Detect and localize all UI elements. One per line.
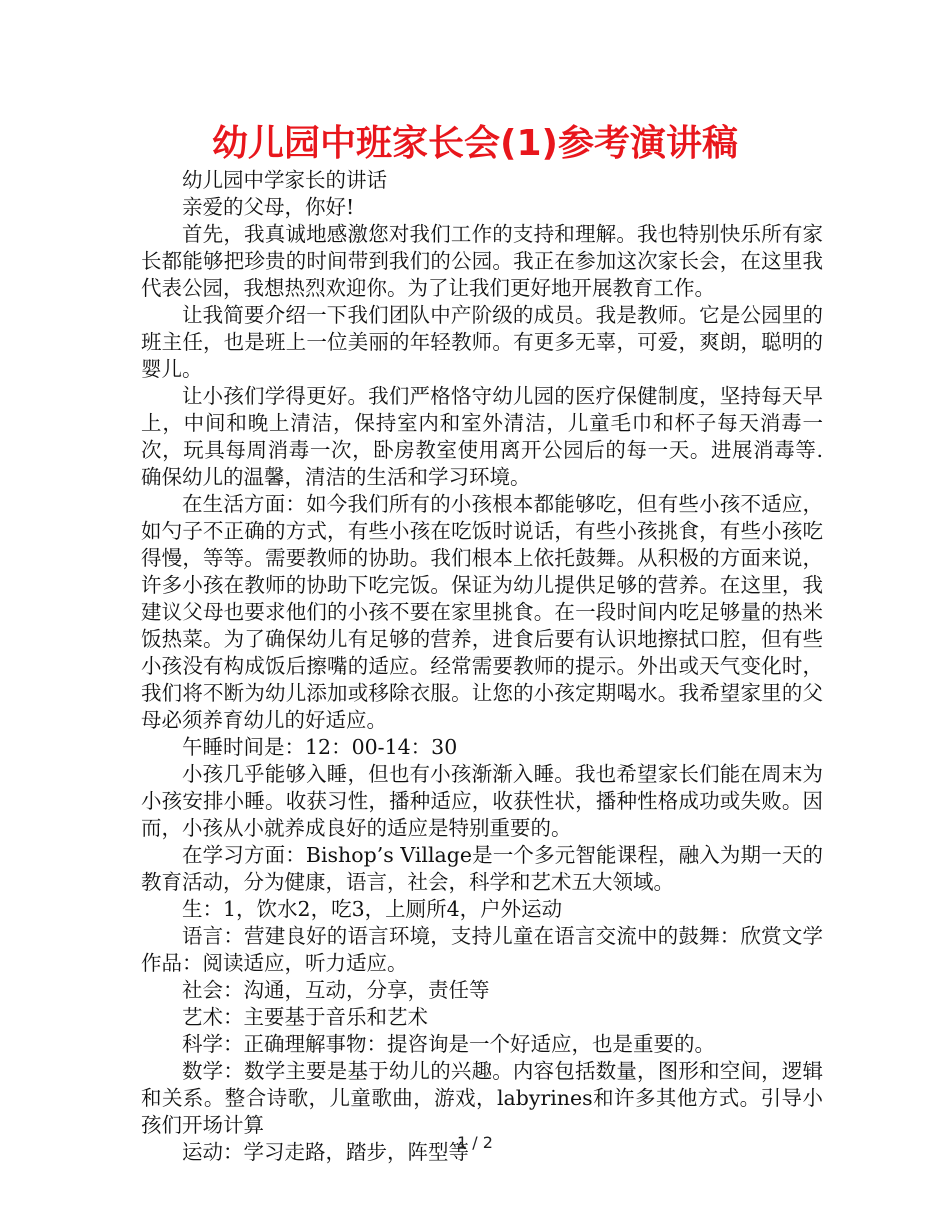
paragraph: 艺术：主要基于音乐和艺术	[182, 1005, 428, 1029]
paragraph: 运动：学习走路，踏步，阵型等	[182, 1140, 469, 1164]
paragraph: 社会：沟通，互动，分享，责任等	[182, 978, 490, 1002]
paragraph: 小孩几乎能够入睡，但也有小孩渐渐入睡。我也希望家长们能在周末为小孩安排小睡。收获习性，播种适应，收获性状，播种性格成功或失败。因而，小孩从小就养成良好的适应是特别重要的。	[141, 762, 823, 840]
paragraph: 在学习方面：Bishop’s Village是一个多元智能课程，融入为期一天的教育活动，分为健康，语言，社会，科学和艺术五大领域。	[141, 843, 823, 894]
paragraph: 幼儿园中学家长的讲话	[182, 168, 387, 192]
paragraph: 让我简要介绍一下我们团队中产阶级的成员。我是教师。它是公园里的班主任，也是班上一位美丽的年轻教师。有更多无辜，可爱，爽朗，聪明的婴儿。	[141, 303, 823, 381]
paragraph: 在生活方面：如今我们所有的小孩根本都能够吃，但有些小孩不适应，如勺子不正确的方式，有些小孩在吃饭时说话，有些小孩挑食，有些小孩吃得慢，等等。需要教师的协助。我们根本上依托鼓舞。从积极的方面来说，许多小孩在教师的协助下吃完饭。保证为幼儿提供足够的营养。在这里，我建议父母也要求他们的小孩不要在家里挑食。在一段时间内吃足够量的热米饭热菜。为了确保幼儿有足够的营养，进食后要有认识地擦拭口腔，但有些小孩没有构成饭后擦嘴的适应。经常需要教师的提示。外出或天气变化时，我们将不断为幼儿添加或移除衣服。让您的小孩定期喝水。我希望家里的父母必须养育幼儿的好适应。	[141, 492, 823, 732]
paragraph: 生：1，饮水2，吃3，上厕所4，户外运动	[182, 897, 563, 921]
paragraph: 语言：营建良好的语言环境，支持儿童在语言交流中的鼓舞：欣赏文学作品：阅读适应，听力适应。	[141, 924, 823, 975]
page-title: 幼儿园中班家长会(1)参考演讲稿	[212, 123, 738, 164]
paragraph: 数学：数学主要是基于幼儿的兴趣。内容包括数量，图形和空间，逻辑和关系。整合诗歌，儿童歌曲，游戏，labyrines和许多其他方式。引导小孩们开场计算	[141, 1059, 823, 1137]
paragraph: 首先，我真诚地感激您对我们工作的支持和理解。我也特别快乐所有家长都能够把珍贵的时间带到我们的公园。我正在参加这次家长会，在这里我代表公园，我想热烈欢迎你。为了让我们更好地开展教育工作。	[141, 222, 823, 300]
page-number: 1 / 2	[457, 1133, 493, 1152]
paragraph: 亲爱的父母，你好!	[182, 195, 355, 219]
paragraph: 让小孩们学得更好。我们严格恪守幼儿园的医疗保健制度，坚持每天早上，中间和晚上清洁，保持室内和室外清洁，儿童毛巾和杯子每天消毒一次，玩具每周消毒一次，卧房教室使用离开公园后的每一天。进展消毒等.确保幼儿的温馨，清洁的生活和学习环境。	[141, 384, 823, 489]
document-body	[141, 167, 823, 1166]
paragraph: 科学：正确理解事物：提咨询是一个好适应，也是重要的。	[182, 1032, 715, 1056]
paragraph: 午睡时间是：12：00-14：30	[182, 735, 458, 759]
